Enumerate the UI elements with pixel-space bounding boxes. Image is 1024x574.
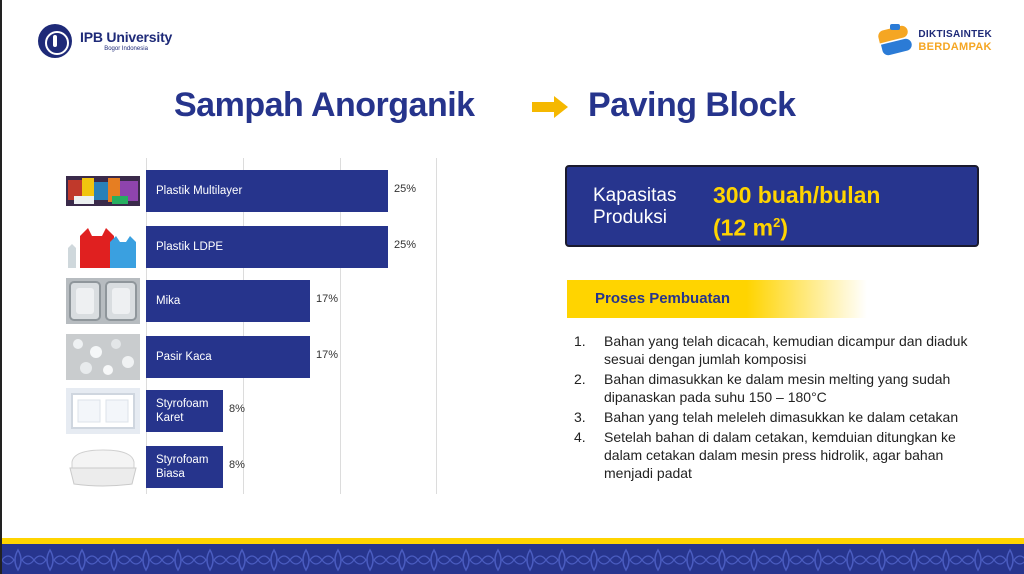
slide-title	[2, 86, 1024, 130]
capacity-unit-close: )	[780, 214, 788, 241]
step-number: 3.	[574, 409, 586, 425]
title-left: Sampah Anorganik	[174, 86, 475, 124]
diktisaintek-logo	[876, 24, 992, 58]
bar	[146, 170, 388, 212]
chart-row	[62, 388, 502, 434]
ipb-seal-icon	[38, 24, 72, 58]
data-label: 25%	[394, 239, 417, 251]
list-item	[574, 408, 974, 426]
capacity-box	[565, 165, 979, 247]
ipb-sub: Bogor Indonesia	[104, 46, 148, 52]
pasir-kaca-image	[66, 334, 140, 380]
capacity-label: Kapasitas Produksi	[593, 185, 677, 228]
mika-image	[66, 278, 140, 324]
step-text: Bahan yang telah meleleh dimasukkan ke dalam cetakan	[604, 409, 959, 425]
ipb-wordmark	[80, 29, 172, 53]
styrofoam-biasa-image	[66, 444, 140, 490]
capacity-value-line1: 300 buah/bulan	[713, 182, 881, 208]
footer-stripe	[2, 538, 1024, 544]
bar	[146, 390, 223, 432]
capacity-unit-sup: 2	[773, 215, 781, 230]
capacity-value	[713, 181, 880, 242]
bar	[146, 336, 310, 378]
ipb-name: IPB University	[80, 29, 173, 45]
process-header	[567, 280, 867, 318]
bar-label: Styrofoam Biasa	[156, 454, 209, 480]
process-title: Proses Pembuatan	[595, 290, 731, 307]
bar-label: Styrofoam Karet	[156, 398, 209, 424]
bar-label: Plastik Multilayer	[156, 185, 243, 197]
process-steps	[574, 332, 974, 484]
step-number: 2.	[574, 371, 586, 387]
plastik-multilayer-image	[66, 168, 140, 214]
footer-pattern	[2, 546, 1024, 574]
styrofoam-karet-image	[66, 388, 140, 434]
chart-row	[62, 278, 502, 324]
bar-label: Pasir Kaca	[156, 351, 212, 363]
capacity-unit: (12 m	[713, 214, 774, 241]
step-number: 4.	[574, 429, 586, 445]
chart-row	[62, 444, 502, 490]
plastik-ldpe-image	[66, 224, 140, 270]
ipb-logo	[38, 24, 172, 58]
step-text: Setelah bahan di dalam cetakan, kemduian ditungkan ke dalam cetakan dalam mesin press hidrolik, agar bahan menjadi padat	[604, 429, 956, 481]
list-item	[574, 428, 974, 482]
list-item	[574, 332, 974, 368]
bar	[146, 446, 223, 488]
dikti-line1: DIKTISAINTEK	[918, 29, 992, 40]
chart-row	[62, 224, 502, 270]
data-label: 8%	[229, 459, 245, 471]
dikti-line2: BERDAMPAK	[918, 41, 992, 53]
arrow-right-icon	[532, 96, 568, 118]
bar	[146, 226, 388, 268]
bar	[146, 280, 310, 322]
bar-chart	[62, 158, 502, 498]
step-number: 1.	[574, 333, 586, 349]
list-item	[574, 370, 974, 406]
step-text: Bahan yang telah dicacah, kemudian dicampur dan diaduk sesuai dengan jumlah komposisi	[604, 333, 968, 367]
step-text: Bahan dimasukkan ke dalam mesin melting yang sudah dipanaskan pada suhu 150 – 180°C	[604, 371, 951, 405]
chart-row	[62, 168, 502, 214]
diktisaintek-mark-icon	[876, 24, 914, 58]
bar-label: Mika	[156, 295, 181, 307]
title-right: Paving Block	[588, 86, 796, 124]
capacity-value-line2	[713, 209, 880, 242]
data-label: 25%	[394, 183, 417, 195]
data-label: 8%	[229, 403, 245, 415]
data-label: 17%	[316, 349, 339, 361]
bar-label: Plastik LDPE	[156, 241, 224, 253]
diktisaintek-wordmark	[918, 29, 992, 53]
chart-row	[62, 334, 502, 380]
data-label: 17%	[316, 293, 339, 305]
